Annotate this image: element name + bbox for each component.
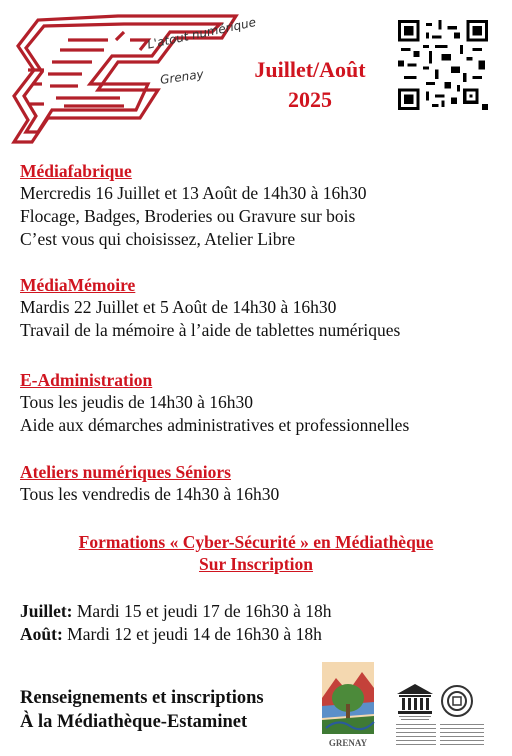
formation-date-juillet xyxy=(20,600,500,623)
grenay-town-logo xyxy=(318,658,378,750)
date-text: Mardi 12 et jeudi 14 de 16h30 à 18h xyxy=(62,624,322,644)
section-line: Travail de la mémoire à l’aide de tablettes numériques xyxy=(20,320,401,340)
date-text: Mardi 15 et jeudi 17 de 16h30 à 18h xyxy=(72,601,332,621)
section-mediafabrique xyxy=(20,160,500,251)
unesco-caption xyxy=(396,724,436,748)
heritage-caption xyxy=(440,724,484,748)
period-title xyxy=(240,55,380,115)
section-line: Tous les vendredis de 14h30 à 16h30 xyxy=(20,484,280,504)
formations-dates xyxy=(20,600,500,646)
section-heading: E-Administration xyxy=(20,370,153,390)
section-e-administration xyxy=(20,369,500,437)
contact-info xyxy=(20,686,264,734)
section-heading: Médiafabrique xyxy=(20,161,132,181)
month-label: Août: xyxy=(20,624,63,644)
formations-subheading: Sur Inscription xyxy=(199,554,313,574)
logo-title: L'atout numérique xyxy=(146,14,258,52)
unesco-logo-icon xyxy=(395,682,435,722)
town-name: GRENAY xyxy=(328,738,368,748)
formation-date-aout xyxy=(20,623,500,646)
section-heading: Ateliers numériques Séniors xyxy=(20,462,231,482)
section-line: Mardis 22 Juillet et 5 Août de 14h30 à 16h30 xyxy=(20,297,337,317)
period-year: 2025 xyxy=(288,87,332,112)
section-ateliers-seniors xyxy=(20,461,500,506)
section-line: Mercredis 16 Juillet et 13 Août de 14h30 à 16h30 xyxy=(20,183,367,203)
period-months: Juillet/Août xyxy=(254,57,366,82)
section-line: Aide aux démarches administratives et professionnelles xyxy=(20,415,410,435)
formations-heading: Formations « Cyber-Sécurité » en Médiathèque xyxy=(78,532,434,552)
contact-line: Renseignements et inscriptions xyxy=(20,688,264,708)
world-heritage-emblem-icon xyxy=(440,684,474,718)
section-line: Flocage, Badges, Broderies ou Gravure sur bois xyxy=(20,206,356,226)
section-line: C’est vous qui choisissez, Atelier Libre xyxy=(20,229,296,249)
section-line: Tous les jeudis de 14h30 à 16h30 xyxy=(20,392,254,412)
qr-code-icon[interactable] xyxy=(398,20,488,110)
section-heading: MédiaMémoire xyxy=(20,275,136,295)
section-formations xyxy=(16,531,496,575)
section-mediamemoire xyxy=(20,274,500,342)
contact-line: À la Médiathèque-Estaminet xyxy=(20,712,248,732)
logo-subtitle: Grenay xyxy=(159,67,205,87)
month-label: Juillet: xyxy=(20,601,73,621)
